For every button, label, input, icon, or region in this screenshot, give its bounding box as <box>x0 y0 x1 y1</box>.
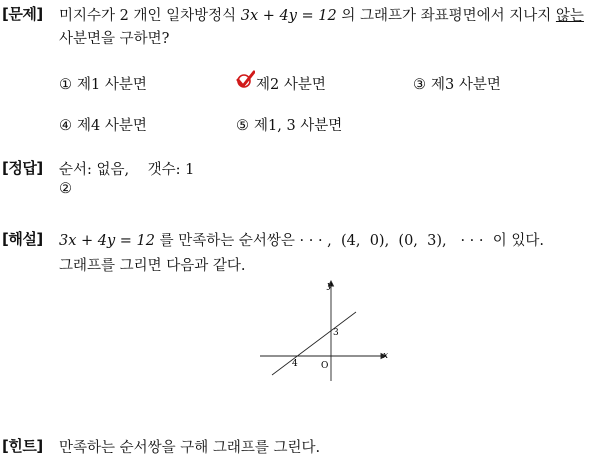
explanation-text: 를 만족하는 순서쌍은 · · · , (4, 0), (0, 3), · · · 이 있다. <box>155 233 544 249</box>
problem-line-2: 사분면을 구하면? <box>59 31 170 47</box>
choice-3[interactable] <box>413 73 501 94</box>
choice-text: 제2 사분면 <box>256 77 326 93</box>
check-mark-icon <box>235 70 255 90</box>
choice-text: 제1 사분면 <box>77 77 147 93</box>
answer-line-2: ② <box>59 181 72 197</box>
problem-text-mid: 의 그래프가 좌표평면에서 지나지 <box>336 8 556 24</box>
problem-equation: 3x + 4y = 12 <box>240 8 337 24</box>
explanation-line-1 <box>59 229 544 250</box>
y-axis-label: y <box>327 281 333 291</box>
explanation-line-2: 그래프를 그리면 다음과 같다. <box>59 258 246 274</box>
problem-line-1 <box>59 4 584 25</box>
problem-text-underlined: 않는 <box>555 8 584 24</box>
choice-number: ③ <box>413 77 426 93</box>
line-graph <box>255 277 395 383</box>
answer-label: [정답] <box>2 159 43 177</box>
choice-1[interactable] <box>59 73 147 94</box>
answer-line-1: 순서: 없음, 갯수: 1 <box>59 162 195 178</box>
explanation-equation: 3x + 4y = 12 <box>59 233 156 249</box>
problem-label: [문제] <box>2 5 43 23</box>
choice-number: ⑤ <box>236 118 249 134</box>
choice-number: ④ <box>59 118 72 134</box>
hint-text: 만족하는 순서쌍을 구해 그래프를 그린다. <box>59 440 321 456</box>
choice-2[interactable] <box>256 73 326 94</box>
hint-label: [힌트] <box>2 437 43 455</box>
choice-text: 제1, 3 사분면 <box>254 118 343 134</box>
graph-line <box>272 312 356 375</box>
problem-text-pre: 미지수가 2 개인 일차방정식 <box>59 8 241 24</box>
y-intercept-label: 3 <box>333 328 339 338</box>
origin-label: O <box>321 361 329 371</box>
choice-4[interactable] <box>59 114 147 135</box>
explanation-label: [해설] <box>2 230 43 248</box>
choice-5[interactable] <box>236 114 342 135</box>
x-intercept-label: 4 <box>292 359 298 369</box>
choice-text: 제4 사분면 <box>77 118 147 134</box>
choice-number: ① <box>59 77 72 93</box>
choice-text: 제3 사분면 <box>431 77 501 93</box>
x-axis-label: x <box>383 351 389 361</box>
